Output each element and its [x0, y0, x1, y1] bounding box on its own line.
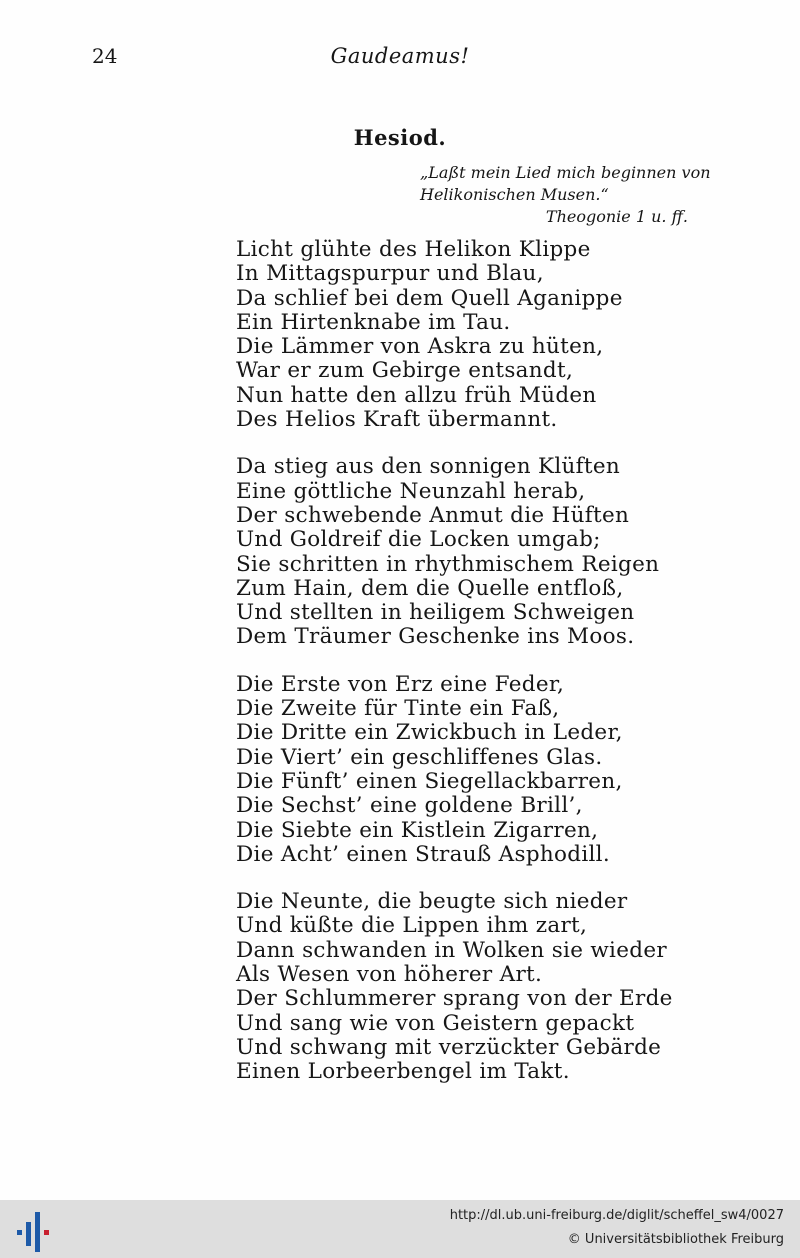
verse-line: Die Neunte, die beugte sich nieder: [236, 889, 628, 915]
epigraph-line: „Laßt mein Lied mich beginnen von: [420, 163, 711, 182]
copyright-notice: © Universitätsbibliothek Freiburg: [567, 1232, 784, 1247]
poem-title: Hesiod.: [353, 125, 447, 150]
verse-line: Dann schwanden in Wolken sie wieder: [236, 937, 667, 963]
verse-line: Da schlief bei dem Quell Aganippe: [236, 285, 623, 311]
verse-line: Der Schlummerer sprang von der Erde: [236, 986, 673, 1012]
verse-line: Da stieg aus den sonnigen Klüften: [236, 454, 621, 480]
verse-line: Sie schritten in rhythmischem Reigen: [236, 551, 660, 577]
verse-line: Und küßte die Lippen ihm zart,: [236, 913, 588, 939]
verse-line: Als Wesen von höherer Art.: [236, 962, 543, 988]
verse-line: Die Fünft’ einen Siegellackbarren,: [236, 768, 623, 794]
poem-body: [236, 237, 673, 1108]
verse-line: Zum Hain, dem die Quelle entfloß,: [236, 575, 624, 601]
verse-line: Und stellten in heiligem Schweigen: [236, 600, 635, 626]
running-title: Gaudeamus!: [330, 44, 470, 68]
verse-line: Die Dritte ein Zwickbuch in Leder,: [236, 720, 623, 746]
epigraph: [420, 162, 710, 228]
verse-line: Die Acht’ einen Strauß Asphodill.: [236, 841, 610, 867]
verse-line: Der schwebende Anmut die Hüften: [236, 502, 630, 528]
stanza: [236, 673, 656, 867]
verse-line: Die Lämmer von Askra zu hüten,: [236, 334, 604, 360]
verse-line: Des Helios Kraft übermannt.: [236, 407, 558, 433]
verse-line: Dem Träumer Geschenke ins Moos.: [236, 624, 635, 650]
verse-line: Die Zweite für Tinte ein Faß,: [236, 696, 560, 722]
page-number: 24: [92, 44, 118, 68]
verse-line: Die Viert’ ein geschliffenes Glas.: [236, 744, 603, 770]
stanza: [236, 454, 660, 650]
verse-line: Die Siebte ein Kistlein Zigarren,: [236, 817, 599, 843]
verse-line: In Mittagspurpur und Blau,: [236, 261, 544, 287]
verse-line: War er zum Gebirge entsandt,: [236, 358, 574, 384]
epigraph-source: Theogonie 1 u. ff.: [545, 207, 688, 226]
source-url-link[interactable]: http://dl.ub.uni-freiburg.de/diglit/scheffel_sw4/0027: [449, 1208, 784, 1223]
epigraph-line: Helikonischen Musen.“: [420, 185, 609, 204]
verse-line: Und sang wie von Geistern gepackt: [236, 1010, 635, 1036]
footer-bar: [0, 1200, 800, 1258]
verse-line: Einen Lorbeerbengel im Takt.: [236, 1059, 570, 1085]
verse-line: Und schwang mit verzückter Gebärde: [236, 1034, 662, 1060]
running-head: [0, 44, 800, 74]
ub-freiburg-logo-icon[interactable]: [14, 1210, 54, 1254]
stanza: [236, 889, 673, 1085]
verse-line: Und Goldreif die Locken umgab;: [236, 527, 601, 553]
verse-line: Die Sechst’ eine goldene Brill’,: [236, 793, 583, 819]
verse-line: Ein Hirtenknabe im Tau.: [236, 309, 511, 335]
verse-line: Nun hatte den allzu früh Müden: [236, 382, 597, 408]
verse-line: Licht glühte des Helikon Klippe: [236, 237, 591, 262]
verse-line: Eine göttliche Neunzahl herab,: [236, 478, 586, 504]
stanza: [236, 238, 656, 432]
verse-line: Die Erste von Erz eine Feder,: [236, 671, 565, 697]
